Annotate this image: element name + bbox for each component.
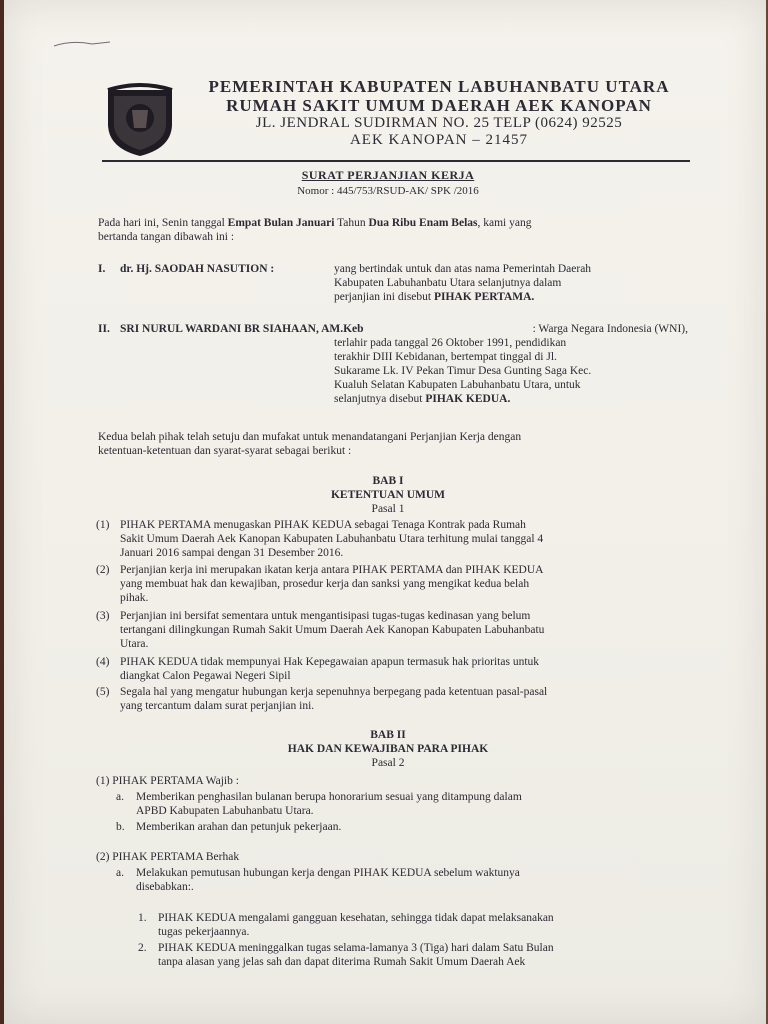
letterhead-address: JL. JENDRAL SUDIRMAN NO. 25 TELP (0624) 92525 <box>255 115 623 131</box>
item-line: PIHAK KEDUA meninggalkan tugas selama-lamanya 3 (Tiga) hari dalam Satu Bulan <box>158 942 554 954</box>
item-line: PIHAK KEDUA tidak mempunyai Hak Kepegawaian apapun termasuk hak prioritas untuk <box>120 656 540 668</box>
party-2-name: SRI NURUL WARDANI BR SIAHAAN, AM.Keb <box>120 323 364 335</box>
item-line: disebabkan:. <box>136 881 194 893</box>
letterhead-government: PEMERINTAH KABUPATEN LABUHANBATU UTARA <box>208 77 670 96</box>
rights-heading: (2) PIHAK PERTAMA Berhak <box>96 851 240 863</box>
document-title: SURAT PERJANJIAN KERJA <box>301 168 475 182</box>
party-1-name: dr. Hj. SAODAH NASUTION : <box>120 263 275 275</box>
item-line: Segala hal yang mengatur hubungan kerja sepenuhnya berpegang pada ketentuan pasal-pasal <box>120 686 548 698</box>
obligation-b: Memberikan arahan dan petunjuk pekerjaan. <box>136 821 342 833</box>
item-line: PIHAK KEDUA mengalami gangguan kesehatan, sehingga tidak dapat melaksanakan <box>158 912 554 924</box>
pasal-2-heading: Pasal 2 <box>371 757 405 769</box>
party-1-number: I. <box>98 263 106 275</box>
item-line: yang tercantum dalam surat perjanjian ini. <box>120 700 315 712</box>
party-1-line: Kabupaten Labuhanbatu Utara selanjutnya dalam <box>334 277 562 289</box>
regency-emblem-icon <box>102 80 178 158</box>
item-line: Sakit Umum Daerah Aek Kanopan Kabupaten Labuhanbatu Utara terhitung mulai tanggal 4 <box>120 533 544 545</box>
document-number: Nomor : 445/753/RSUD-AK/ SPK /2016 <box>297 185 479 197</box>
party-2-role: PIHAK KEDUA. <box>425 393 511 405</box>
pen-mark <box>52 36 112 50</box>
agreement-paragraph <box>98 430 688 458</box>
item-line: APBD Kabupaten Labuhanbatu Utara. <box>136 805 314 817</box>
party-2-first-line: : Warga Negara Indonesia (WNI), <box>532 323 688 335</box>
document-page <box>4 0 766 1024</box>
item-line: diangkat Calon Pegawai Negeri Sipil <box>120 670 291 682</box>
letterhead-divider <box>102 160 690 162</box>
sub-item-1 <box>158 911 686 939</box>
intro-date: Empat Bulan Januari <box>227 217 335 229</box>
obligations-heading: (1) PIHAK PERTAMA Wajib : <box>96 775 239 787</box>
item-line: Memberikan penghasilan bulanan berupa honorarium sesuai yang ditampung dalam <box>136 791 522 803</box>
party-2-line: Kualuh Selatan Kabupaten Labuhanbatu Utara, untuk <box>334 379 581 391</box>
item-line: Melakukan pemutusan hubungan kerja dengan PIHAK KEDUA sebelum waktunya <box>136 867 520 879</box>
intro-text: Pada hari ini, Senin tanggal <box>98 217 228 229</box>
item-line: Perjanjian ini bersifat sementara untuk mengantisipasi tugas-tugas kedinasan yang belum <box>120 610 531 622</box>
obligation-a <box>136 790 686 818</box>
item-number: (3) <box>96 610 110 622</box>
item-line: PIHAK PERTAMA menugaskan PIHAK KEDUA sebagai Tenaga Kontrak pada Rumah <box>120 519 526 531</box>
party-1-role: PIHAK PERTAMA. <box>433 291 535 303</box>
intro-line-2: bertanda tangan dibawah ini : <box>98 231 235 243</box>
item-letter: b. <box>116 821 125 833</box>
bab-2-heading: BAB II <box>370 729 406 741</box>
sub-number: 2. <box>138 942 147 954</box>
party-1-description <box>334 262 686 304</box>
right-a <box>136 866 686 894</box>
pasal-1-item-2 <box>120 563 686 605</box>
pasal-1-item-5 <box>120 685 686 713</box>
item-number: (1) <box>96 519 110 531</box>
item-letter: a. <box>116 867 124 879</box>
party-2-line: terlahir pada tanggal 26 Oktober 1991, pendidikan <box>334 337 567 349</box>
party-2-line: selanjutnya disebut <box>334 393 426 405</box>
item-line: Utara. <box>120 638 149 650</box>
bab-1-title: KETENTUAN UMUM <box>330 489 446 501</box>
item-line: pihak. <box>120 592 149 604</box>
agreement-line: Kedua belah pihak telah setuju dan mufakat untuk menandatangani Perjanjian Kerja dengan <box>98 431 522 443</box>
party-2-line: Sukarame Lk. IV Pekan Timur Desa Gunting Saga Kec. <box>334 365 592 377</box>
pasal-1-heading: Pasal 1 <box>371 503 405 515</box>
intro-text-end: , kami yang <box>477 217 532 229</box>
letterhead-city: AEK KANOPAN – 21457 <box>349 132 529 148</box>
document-title-block <box>4 168 768 197</box>
item-number: (5) <box>96 686 110 698</box>
bab-1-heading: BAB I <box>372 475 404 487</box>
item-line: tugas pekerjaannya. <box>158 926 250 938</box>
letterhead-hospital: RUMAH SAKIT UMUM DAERAH AEK KANOPAN <box>226 96 652 115</box>
item-line: tanpa alasan yang jelas sah dan dapat diterima Rumah Sakit Umum Daerah Aek <box>158 956 526 968</box>
letterhead <box>179 78 699 148</box>
party-2-line: terakhir DIII Kebidanan, bertempat tinggal di Jl. <box>334 351 557 363</box>
intro-paragraph <box>98 216 688 244</box>
sub-item-2 <box>158 941 686 969</box>
item-line: Perjanjian kerja ini merupakan ikatan kerja antara PIHAK PERTAMA dan PIHAK KEDUA <box>120 564 544 576</box>
sub-number: 1. <box>138 912 147 924</box>
item-number: (4) <box>96 656 110 668</box>
item-number: (2) <box>96 564 110 576</box>
party-2-number: II. <box>98 323 110 335</box>
party-1-line: perjanjian ini disebut <box>334 291 434 303</box>
pasal-1-item-3 <box>120 609 686 651</box>
intro-text-year: Tahun <box>334 217 369 229</box>
party-1-line: yang bertindak untuk dan atas nama Pemerintah Daerah <box>334 263 592 275</box>
party-2-description <box>334 336 686 406</box>
item-line: tertangani dilingkungan Rumah Sakit Umum Daerah Aek Kanopan Kabupaten Labuhanbatu <box>120 624 545 636</box>
bab-2-title: HAK DAN KEWAJIBAN PARA PIHAK <box>287 743 489 755</box>
intro-year: Dua Ribu Enam Belas <box>368 217 478 229</box>
item-letter: a. <box>116 791 124 803</box>
item-line: Januari 2016 sampai dengan 31 Desember 2016. <box>120 547 344 559</box>
pasal-1-item-1 <box>120 518 686 560</box>
agreement-line: ketentuan-ketentuan dan syarat-syarat sebagai berikut : <box>98 445 352 457</box>
item-line: yang membuat hak dan kewajiban, prosedur kerja dan sanksi yang mengikat kedua belah <box>120 578 530 590</box>
pasal-1-item-4 <box>120 655 686 683</box>
